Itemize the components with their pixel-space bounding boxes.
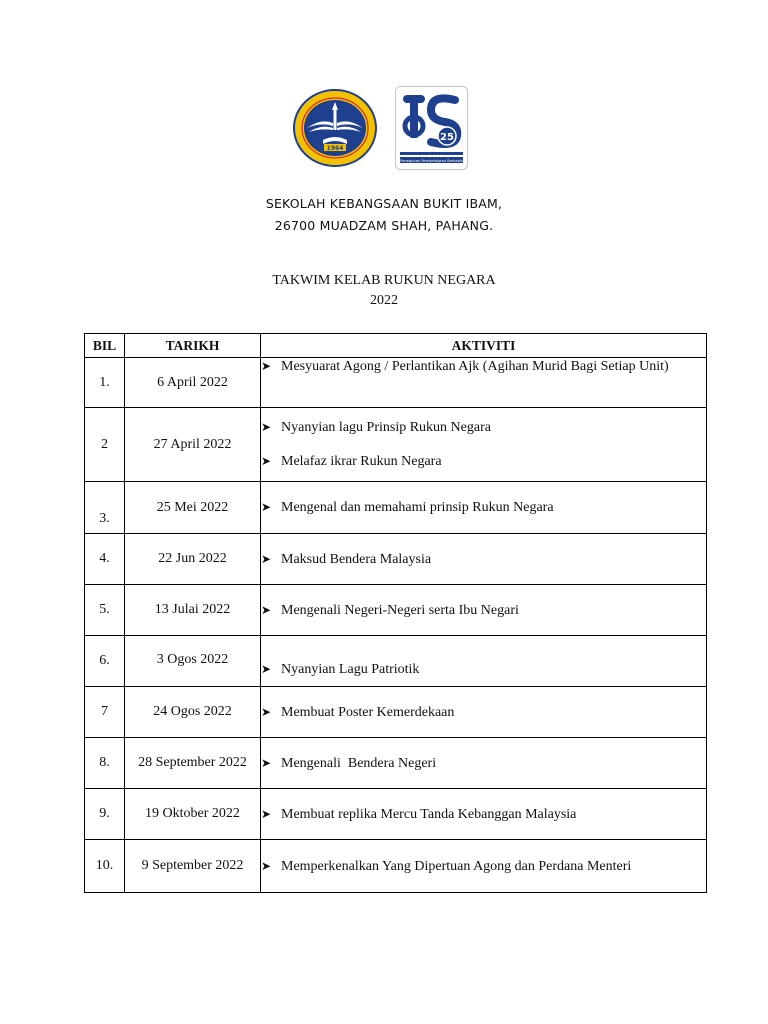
document-title (0, 271, 768, 311)
table-row (85, 358, 707, 408)
activity-item (261, 551, 706, 568)
table-row (85, 636, 707, 687)
table-row (85, 585, 707, 636)
row-number: 6. (85, 636, 125, 687)
activity-text: Membuat Poster Kemerdekaan (281, 704, 455, 720)
school-address (0, 193, 768, 237)
school-logo-year: 1964 (326, 145, 344, 152)
table-header-row (85, 334, 707, 358)
ts-logo-number: 25 (440, 132, 454, 143)
activity-item (261, 806, 706, 823)
row-activities (261, 534, 707, 585)
title-line: TAKWIM KELAB RUKUN NEGARA (272, 273, 496, 288)
activity-calendar-table (84, 333, 707, 893)
arrowhead-bullet-icon: ➤ (261, 420, 272, 434)
activity-text: Mengenali Negeri-Negeri serta Ibu Negari (281, 602, 519, 618)
activity-item (261, 755, 706, 772)
row-number: 3. (85, 482, 125, 534)
activity-text: Melafaz ikrar Rukun Negara (281, 454, 442, 469)
row-number: 1. (85, 358, 125, 408)
arrowhead-bullet-icon: ➤ (261, 858, 272, 873)
row-date: 19 Oktober 2022 (125, 789, 261, 840)
row-date: 6 April 2022 (125, 358, 261, 408)
activity-item (261, 704, 706, 721)
title-year: 2022 (370, 293, 398, 308)
column-header-tarikh: TARIKH (125, 334, 261, 358)
row-date: 28 September 2022 (125, 738, 261, 789)
row-activities (261, 840, 707, 893)
activity-text: Nyanyian lagu Prinsip Rukun Negara (281, 420, 491, 435)
row-activities (261, 358, 707, 408)
row-date: 27 April 2022 (125, 408, 261, 482)
row-date: 3 Ogos 2022 (125, 636, 261, 687)
row-activities (261, 585, 707, 636)
activity-text: Mengenali Bendera Negeri (281, 755, 437, 771)
arrowhead-bullet-icon: ➤ (261, 500, 272, 514)
arrowhead-bullet-icon: ➤ (261, 551, 272, 566)
table-row (85, 408, 707, 482)
school-location-line: 26700 MUADZAM SHAH, PAHANG. (274, 218, 494, 233)
column-header-aktiviti: AKTIVITI (261, 334, 707, 358)
table-row (85, 840, 707, 893)
activity-item (261, 858, 706, 875)
table-row (85, 789, 707, 840)
row-date: 22 Jun 2022 (125, 534, 261, 585)
table-row (85, 687, 707, 738)
ts25-logo (395, 86, 468, 170)
row-number: 5. (85, 585, 125, 636)
table-row (85, 482, 707, 534)
row-date: 9 September 2022 (125, 840, 261, 893)
row-date: 24 Ogos 2022 (125, 687, 261, 738)
row-number: 2 (85, 408, 125, 482)
activity-item (261, 661, 706, 678)
row-number: 9. (85, 789, 125, 840)
activity-item (261, 419, 706, 436)
arrowhead-bullet-icon: ➤ (261, 454, 272, 468)
arrowhead-bullet-icon: ➤ (261, 704, 272, 719)
table-row (85, 738, 707, 789)
arrowhead-bullet-icon: ➤ (261, 602, 272, 617)
row-date: 13 Julai 2022 (125, 585, 261, 636)
activity-text: Membuat replika Mercu Tanda Kebanggan Malaysia (281, 806, 577, 822)
activity-text: Maksud Bendera Malaysia (281, 551, 432, 567)
row-activities (261, 636, 707, 687)
row-number: 7 (85, 687, 125, 738)
row-activities (261, 482, 707, 534)
row-activities (261, 408, 707, 482)
column-header-bil: BIL (85, 334, 125, 358)
table-row (85, 534, 707, 585)
activity-item (261, 358, 706, 375)
arrowhead-bullet-icon: ➤ (261, 359, 272, 373)
activity-item (261, 602, 706, 619)
arrowhead-bullet-icon: ➤ (261, 755, 272, 770)
arrowhead-bullet-icon: ➤ (261, 806, 272, 821)
row-date: 25 Mei 2022 (125, 482, 261, 534)
row-number: 10. (85, 840, 125, 893)
activity-text: Nyanyian Lagu Patriotik (281, 662, 420, 677)
activity-item (261, 453, 706, 470)
arrowhead-bullet-icon: ➤ (261, 662, 272, 676)
activity-text: Mengenal dan memahami prinsip Rukun Negara (281, 500, 554, 515)
row-activities (261, 738, 707, 789)
row-number: 4. (85, 534, 125, 585)
school-crest-logo (293, 88, 377, 168)
logo-row (0, 86, 768, 172)
row-activities (261, 687, 707, 738)
row-activities (261, 789, 707, 840)
activity-text: Memperkenalkan Yang Dipertuan Agong dan Perdana Menteri (281, 858, 632, 874)
ts-logo-caption: Peneguhan Pembelajaran Berhabis (400, 158, 463, 163)
activity-item (261, 499, 706, 516)
activity-text: Mesyuarat Agong / Perlantikan Ajk (Agihan Murid Bagi Setiap Unit) (281, 359, 669, 374)
row-number: 8. (85, 738, 125, 789)
school-name-line: SEKOLAH KEBANGSAAN BUKIT IBAM, (265, 196, 503, 211)
